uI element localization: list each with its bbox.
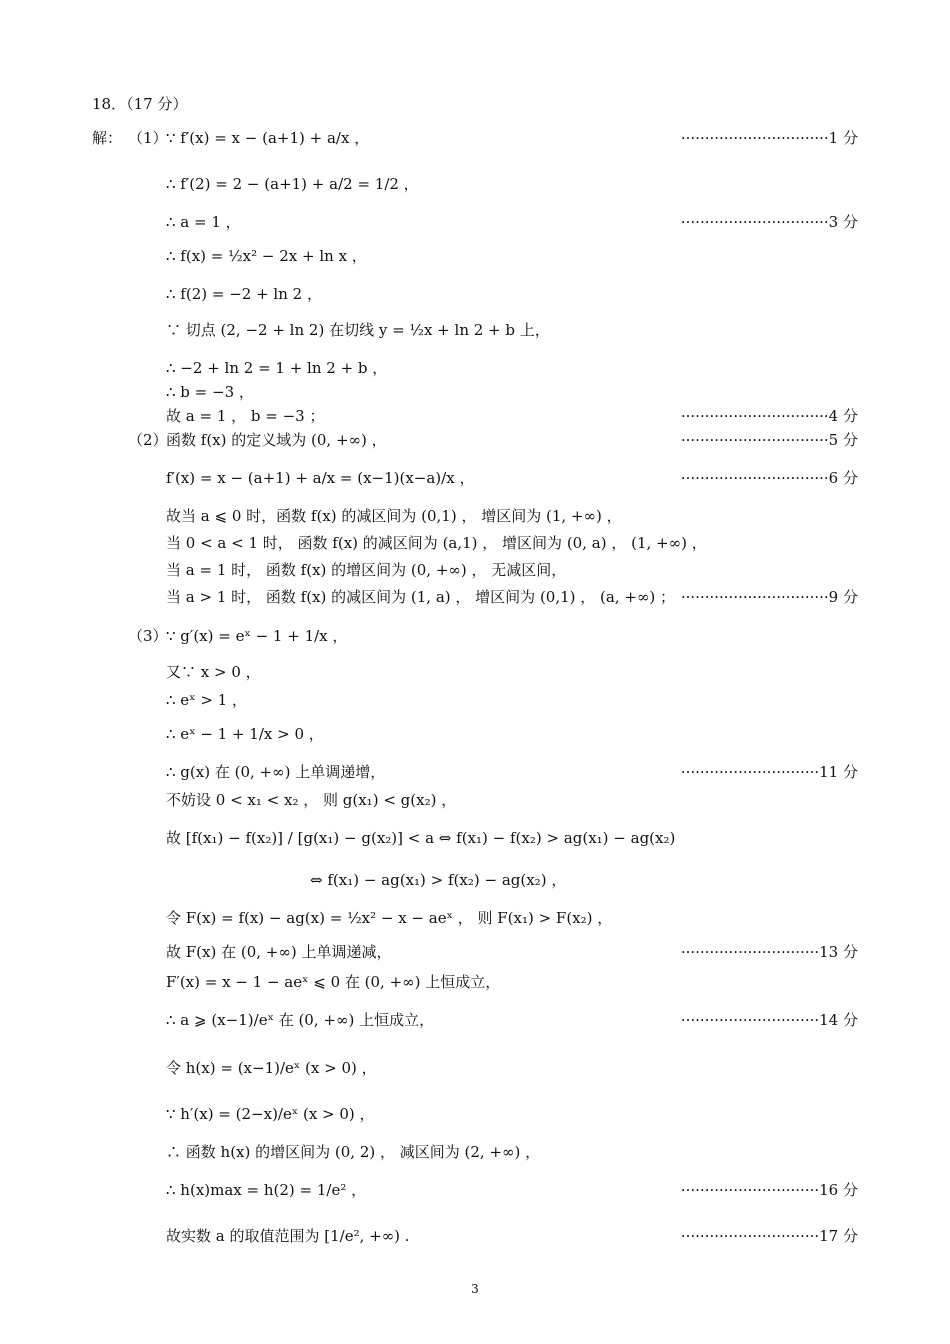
score-marker: ·······························1 分 [680, 129, 858, 147]
formula-line: 令 h(x) = (x−1)/eˣ (x > 0) ， [166, 1059, 377, 1077]
part-2-label: （2） [128, 431, 168, 449]
formula-line: ∴ eˣ > 1 ， [166, 691, 247, 709]
formula-line: 不妨设 0 < x₁ < x₂ ， 则 g(x₁) < g(x₂) ， [166, 791, 457, 809]
formula-line: ∴ 函数 h(x) 的增区间为 (0, 2) ， 减区间为 (2, +∞) ， [166, 1143, 541, 1161]
score-marker: ·····························16 分 [680, 1181, 858, 1199]
formula-line: ∵ h′(x) = (2−x)/eˣ (x > 0) ， [166, 1105, 375, 1123]
formula-line: ∴ a = 1 ， [166, 213, 241, 231]
formula-line: ∴ f(x) = ½x² − 2x + ln x ， [166, 247, 367, 265]
formula-line: f′(x) = x − (a+1) + a/x = (x−1)(x−a)/x ， [166, 469, 475, 487]
formula-line: ∵ g′(x) = eˣ − 1 + 1/x ， [166, 627, 348, 645]
formula-line: ∴ −2 + ln 2 = 1 + ln 2 + b ， [166, 359, 388, 377]
formula-line: 令 F(x) = f(x) − ag(x) = ½x² − x − aeˣ ， 则 F(x₁) > F(x₂) ， [166, 909, 613, 927]
formula-line: ∵ f′(x) = x − (a+1) + a/x ， [166, 129, 370, 147]
formula-line: ∴ f(2) = −2 + ln 2 ， [166, 285, 322, 303]
formula-line: ∵ 切点 (2, −2 + ln 2) 在切线 y = ½x + ln 2 + b 上， [166, 321, 550, 339]
solve-label: 解： [92, 129, 123, 147]
problem-number: 18．（17 分） [92, 95, 188, 113]
score-marker: ·····························13 分 [680, 943, 858, 961]
formula-line: ∴ b = −3 ， [166, 383, 254, 401]
formula-line: ∴ a ⩾ (x−1)/eˣ 在 (0, +∞) 上恒成立， [166, 1011, 435, 1029]
formula-line: ∴ f′(2) = 2 − (a+1) + a/2 = 1/2 ， [166, 175, 419, 193]
score-marker: ·······························9 分 [680, 588, 858, 606]
score-marker: ·····························17 分 [680, 1227, 858, 1245]
formula-line: 当 a > 1 时， 函数 f(x) 的减区间为 (1, a) ， 增区间为 (0,1) ， (a, +∞) ； [166, 588, 676, 606]
score-marker: ·······························4 分 [680, 407, 858, 425]
formula-line: ⇔ f(x₁) − ag(x₁) > f(x₂) − ag(x₂) ， [310, 871, 567, 889]
formula-line: 当 a = 1 时， 函数 f(x) 的增区间为 (0, +∞) ， 无减区间， [166, 561, 567, 579]
formula-line: 故 a = 1 ， b = −3 ； [166, 407, 325, 425]
formula-line: 故 [f(x₁) − f(x₂)] / [g(x₁) − g(x₂)] < a ⇔ f(x₁) − f(x₂) > ag(x₁) − ag(x₂) [166, 829, 676, 847]
score-marker: ·····························14 分 [680, 1011, 858, 1029]
formula-line: ∴ h(x)max = h(2) = 1/e² ， [166, 1181, 367, 1199]
formula-line: 故当 a ⩽ 0 时，函数 f(x) 的减区间为 (0,1) ， 增区间为 (1, +∞) ， [166, 507, 622, 525]
formula-line: 当 0 < a < 1 时， 函数 f(x) 的减区间为 (a,1) ， 增区间为 (0, a) ， (1, +∞) ， [166, 534, 707, 552]
formula-line: 函数 f(x) 的定义域为 (0, +∞) ， [166, 431, 387, 449]
score-marker: ·······························3 分 [680, 213, 858, 231]
score-marker: ·······························6 分 [680, 469, 858, 487]
part-1-label: （1） [128, 129, 168, 147]
formula-line: ∴ g(x) 在 (0, +∞) 上单调递增， [166, 763, 386, 781]
score-marker: ·······························5 分 [680, 431, 858, 449]
formula-line: 又∵ x > 0 ， [166, 663, 261, 681]
formula-line: ∴ eˣ − 1 + 1/x > 0 ， [166, 725, 324, 743]
score-marker: ·····························11 分 [680, 763, 858, 781]
page-number: 3 [471, 1282, 479, 1296]
formula-line: 故 F(x) 在 (0, +∞) 上单调递减， [166, 943, 392, 961]
part-3-label: （3） [128, 627, 168, 645]
formula-line: 故实数 a 的取值范围为 [1/e², +∞) . [166, 1227, 410, 1245]
formula-line: F′(x) = x − 1 − aeˣ ⩽ 0 在 (0, +∞) 上恒成立， [166, 973, 501, 991]
